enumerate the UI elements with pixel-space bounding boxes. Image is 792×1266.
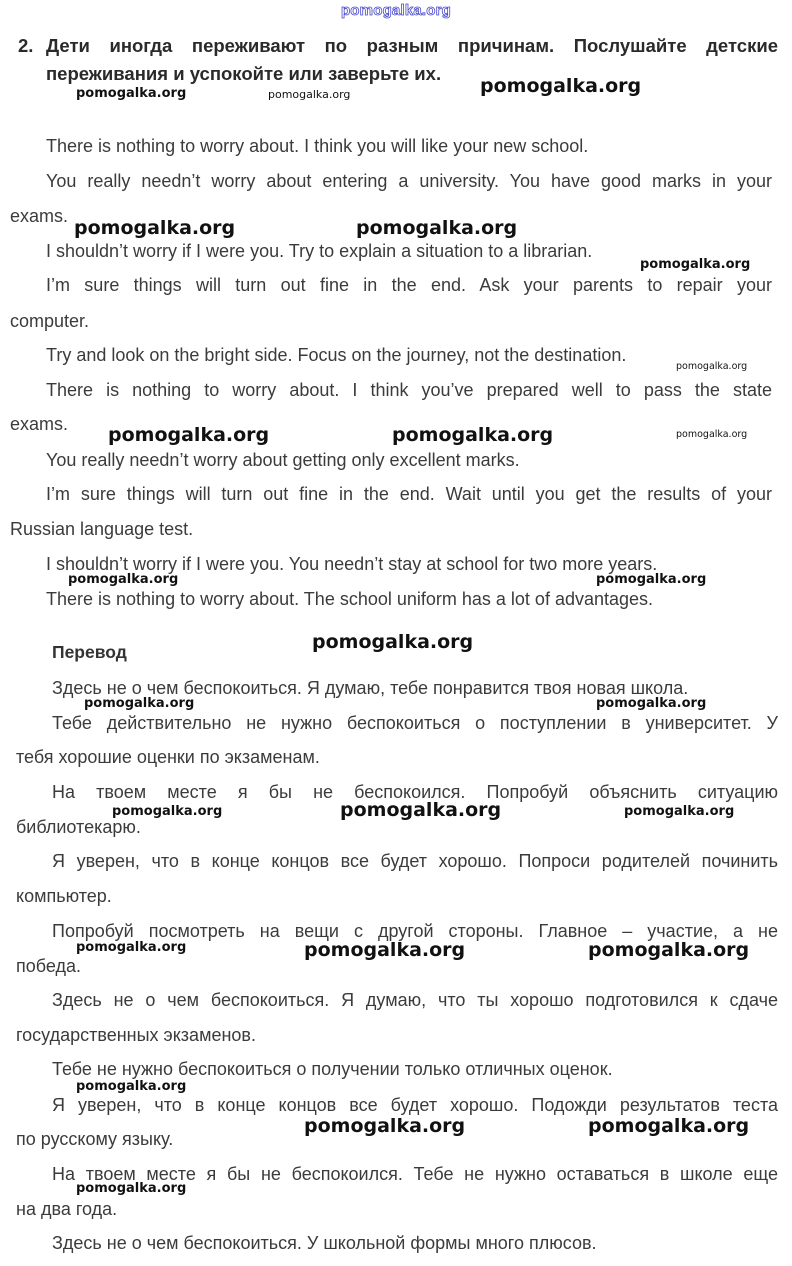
russian-line-15: На твоем месте я бы не беспокоился. Тебе не нужно оставаться в школе еще (52, 1164, 778, 1184)
translation-heading: Перевод (52, 642, 127, 662)
watermark: pomogalka.org (588, 1115, 750, 1137)
task-text: Дети иногда переживают по разным причинам. Послушайте детские переживания и успокойте или заверьте их. (46, 35, 778, 84)
watermark: pomogalka.org (312, 631, 474, 653)
watermark: pomogalka.org (304, 939, 466, 961)
watermark: pomogalka.org (304, 1115, 466, 1137)
english-line-5: I’m sure things will turn out fine in the end. Ask your parents to repair your (46, 275, 772, 295)
watermark: pomogalka.org (640, 257, 751, 272)
watermark: pomogalka.org (74, 217, 236, 239)
watermark: pomogalka.org (340, 799, 502, 821)
watermark: pomogalka.org (76, 1181, 187, 1196)
english-line-13: I shouldn’t worry if I were you. You needn’t stay at school for two more years. (46, 554, 658, 574)
watermark: pomogalka.org (676, 429, 748, 440)
english-line-11: I’m sure things will turn out fine in the end. Wait until you get the results of your (46, 484, 772, 504)
english-line-10: You really needn’t worry about getting only excellent marks. (46, 450, 520, 470)
watermark: pomogalka.org (76, 1079, 187, 1094)
watermark: pomogalka.org (480, 75, 642, 97)
watermark: pomogalka.org (68, 572, 179, 587)
watermark: pomogalka.org (596, 696, 707, 711)
watermark: pomogalka.org (108, 424, 270, 446)
task-heading (18, 32, 778, 88)
english-line-6: computer. (10, 311, 90, 331)
watermark: pomogalka.org (268, 88, 351, 101)
english-line-7: Try and look on the bright side. Focus on the journey, not the destination. (46, 345, 627, 365)
russian-line-12: Тебе не нужно беспокоиться о получении только отличных оценок. (52, 1059, 613, 1079)
russian-line-14: по русскому языку. (16, 1129, 174, 1149)
english-line-3: exams. (10, 206, 69, 226)
english-line-12: Russian language test. (10, 519, 194, 539)
russian-line-11: государственных экзаменов. (16, 1025, 256, 1045)
english-line-2: You really needn’t worry about entering a university. You have good marks in your (46, 171, 772, 191)
watermark: pomogalka.org (76, 940, 187, 955)
watermark: pomogalka.org (588, 939, 750, 961)
russian-line-1: Здесь не о чем беспокоиться. Я думаю, тебе понравится твоя новая школа. (52, 678, 689, 698)
russian-line-16: на два года. (16, 1199, 118, 1219)
russian-line-10: Здесь не о чем беспокоиться. Я думаю, что ты хорошо подготовился к сдаче (52, 990, 778, 1010)
watermark: pomogalka.org (84, 696, 195, 711)
russian-line-2: Тебе действительно не нужно беспокоиться о поступлении в университет. У (52, 713, 778, 733)
english-line-14: There is nothing to worry about. The school uniform has a lot of advantages. (46, 589, 654, 609)
english-line-1: There is nothing to worry about. I think you will like your new school. (46, 136, 589, 156)
task-number: 2. (18, 35, 34, 56)
english-line-9: exams. (10, 414, 69, 434)
russian-line-8: Попробуй посмотреть на вещи с другой стороны. Главное – участие, а не (52, 921, 778, 941)
russian-line-17: Здесь не о чем беспокоиться. У школьной формы много плюсов. (52, 1233, 597, 1253)
watermark: pomogalka.org (596, 572, 707, 587)
watermark: pomogalka.org (624, 804, 735, 819)
watermark: pomogalka.org (676, 361, 748, 372)
russian-line-5: библиотекарю. (16, 817, 141, 837)
watermark: pomogalka.org (356, 217, 518, 239)
russian-line-13: Я уверен, что в конце концов все будет хорошо. Подожди результатов теста (52, 1095, 778, 1115)
watermark: pomogalka.org (76, 86, 187, 101)
russian-line-3: тебя хорошие оценки по экзаменам. (16, 747, 320, 767)
watermark: pomogalka.org (392, 424, 554, 446)
russian-line-7: компьютер. (16, 886, 112, 906)
english-line-4: I shouldn’t worry if I were you. Try to explain a situation to a librarian. (46, 241, 593, 261)
russian-line-6: Я уверен, что в конце концов все будет хорошо. Попроси родителей починить (52, 851, 778, 871)
watermark: pomogalka.org (112, 804, 223, 819)
english-line-8: There is nothing to worry about. I think you’ve prepared well to pass the state (46, 380, 772, 400)
top-watermark: pomogalka.org (340, 2, 452, 19)
russian-line-4: На твоем месте я бы не беспокоился. Попробуй объяснить ситуацию (52, 782, 778, 802)
russian-line-9: победа. (16, 956, 81, 976)
